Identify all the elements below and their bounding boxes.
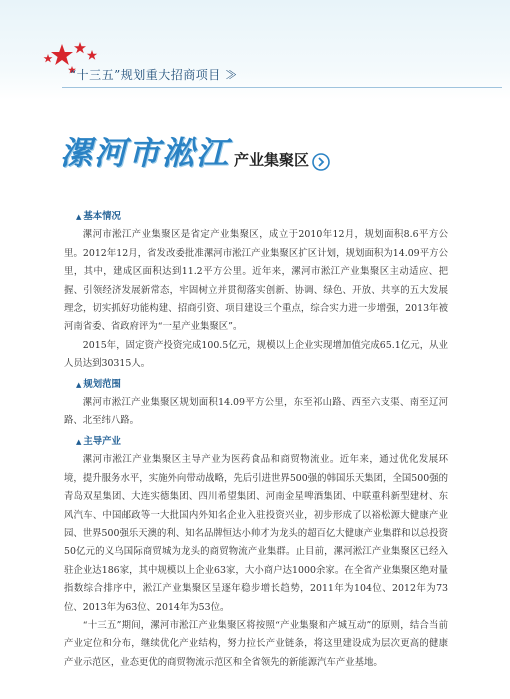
section-heading: ▲ 基本情况	[76, 211, 121, 222]
header-title: “十三五”规划重大招商项目 ≫	[70, 68, 238, 82]
triangle-bullet-icon: ▲	[76, 379, 82, 389]
paragraph: 漯河市淞江产业集聚区主导产业为医药食品和商贸物流业。近年来，通过优化发展环境，提升服务水平，实施外向带动战略，先后引进世界500强的韩国乐天集团，全国500强的青岛双星集团、大连实德集团、四川希望集团、河南金星啤酒集团、中联重科新型建材、东风汽车、中国邮政等一大批国内外知名企业入驻投资兴业，初步形成了以裕松源大健康产业园、世界500强乐天澳的利、知名品牌恒达小帅才为龙头的超百亿大健康产业集群和以总投资50亿元的义乌国际商贸城为龙头的商贸物流产业集群。止目前，漯河淞江产业集聚区已经入驻企业达186家，其中规模以上企业63家，大小商户达1000余家。在全省产业集聚区绝对量指数综合排序中，淞江产业集聚区呈逐年稳步增长趋势，2011年为104位、2012年为73位、2013年为63位、2014年为53位。	[64, 454, 448, 613]
article-body	[64, 208, 448, 672]
star-icon	[87, 50, 97, 60]
paragraph: 2015年，固定资产投资完成100.5亿元，规模以上企业实现增加值完成65.1亿元，从业人员达到30315人。	[64, 339, 448, 370]
star-icon	[74, 42, 86, 53]
section-title-sub: 产业集聚区	[234, 151, 310, 169]
paragraph: 漯河市淞江产业集聚区规划面积14.09平方公里，东至祁山路、西至六支渠、南至辽河路、北至纬八路。	[64, 397, 448, 427]
triangle-bullet-icon: ▲	[76, 436, 82, 446]
star-icon	[44, 54, 53, 62]
triangle-bullet-icon: ▲	[76, 212, 82, 221]
header-divider	[62, 87, 502, 88]
star-icon	[51, 44, 73, 65]
paragraph: 漯河市淞江产业集聚区是省定产业集聚区，成立于2010年12月，规划面积8.6平方公里。2012年12月，省发改委批准漯河市淞江产业集聚区扩区计划，规划面积为14.09平方公里，其中，建成区面积达到11.2平方公里。近年来，漯河市淞江产业集聚区主动适应、把握、引领经济发展新常态，牢固树立并贯彻落实创新、协调、绿色、开放、共享的五大发展理念，切实抓好功能构建、招商引资、项目建设三个重点，综合实力进一步增强，2013年被河南省委、省政府评为“一星产业集聚区”。	[64, 229, 448, 333]
section-title	[60, 134, 330, 174]
chevron-right-icon	[312, 153, 330, 171]
paragraph: “十三五”期间，漯河市淞江产业集聚区将按照“产业集聚和产城互动”的原则，结合当前产业定位和分布，继续优化产业结构，努力拉长产业链条，将这里建设成为层次更高的健康产业示范区，业态更优的商贸物流示范区和全省领先的新能源汽车产业基地。	[64, 619, 448, 668]
section-heading: ▲ 主导产业	[76, 435, 121, 447]
section-heading: ▲ 规划范围	[76, 378, 121, 390]
section-title-main: 漯河市淞江	[60, 134, 231, 172]
